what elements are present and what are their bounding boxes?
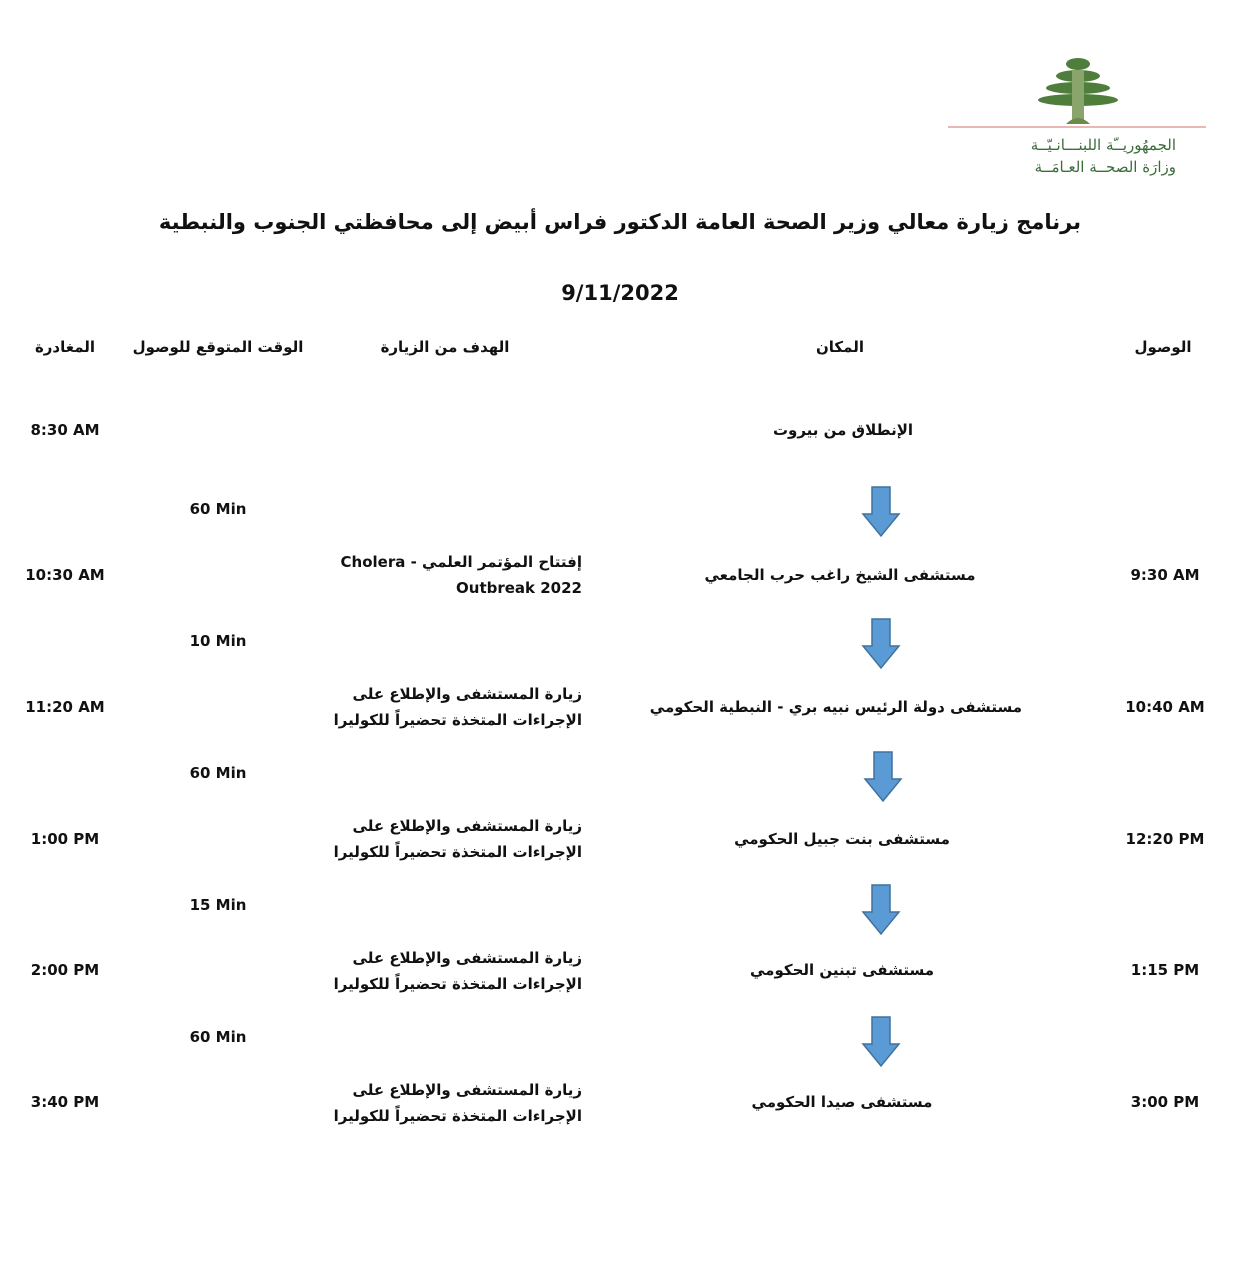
visit-goal-line2: الإجراءات المتخذة تحضيراً للكوليرا <box>333 975 582 993</box>
visit-goal <box>282 549 582 601</box>
visit-goal-line1: زيارة المستشفى والإطلاع على <box>352 1081 582 1099</box>
down-arrow-icon <box>861 1016 901 1068</box>
visit-goal <box>282 945 582 997</box>
visit-goal <box>282 1077 582 1129</box>
down-arrow-icon <box>861 884 901 936</box>
down-arrow-icon <box>863 751 903 803</box>
place: مستشفى صيدا الحكومي <box>751 1093 933 1111</box>
logo-text-ministry: وزارَة الصحــة العـامَــة <box>1034 158 1176 176</box>
arrival-time: 3:00 PM <box>1130 1093 1200 1111</box>
travel-time: 15 Min <box>189 896 247 914</box>
visit-goal-line2: الإجراءات المتخذة تحضيراً للكوليرا <box>333 843 582 861</box>
place: مستشفى بنت جبيل الحكومي <box>734 830 950 848</box>
header-departure: المغادرة <box>34 338 96 356</box>
arrival-time: 9:30 AM <box>1130 566 1200 584</box>
logo-divider <box>948 126 1206 128</box>
departure-time: 3:40 PM <box>30 1093 100 1111</box>
start-departure: 8:30 AM <box>30 421 100 439</box>
arrival-time: 10:40 AM <box>1125 698 1205 716</box>
travel-time: 60 Min <box>189 500 247 518</box>
travel-time: 60 Min <box>189 764 247 782</box>
down-arrow-icon <box>861 486 901 538</box>
arrival-time: 1:15 PM <box>1130 961 1200 979</box>
header-travel-time: الوقت المتوقع للوصول <box>132 338 304 356</box>
departure-time: 2:00 PM <box>30 961 100 979</box>
place: مستشفى دولة الرئيس نبيه بري - النبطية الحكومي <box>649 698 1022 716</box>
header-arrival: الوصول <box>1134 338 1192 356</box>
visit-goal-line1: زيارة المستشفى والإطلاع على <box>352 685 582 703</box>
place: مستشفى الشيخ راغب حرب الجامعي <box>704 566 976 584</box>
departure-time: 10:30 AM <box>25 566 105 584</box>
departure-time: 1:00 PM <box>30 830 100 848</box>
arrival-time: 12:20 PM <box>1125 830 1205 848</box>
cedar-tree-icon <box>948 52 1206 126</box>
travel-time: 10 Min <box>189 632 247 650</box>
visit-goal-line1: زيارة المستشفى والإطلاع على <box>352 949 582 967</box>
visit-goal <box>282 813 582 865</box>
travel-time: 60 Min <box>189 1028 247 1046</box>
visit-date: 9/11/2022 <box>561 281 679 305</box>
ministry-logo <box>948 52 1206 182</box>
place: مستشفى تبنين الحكومي <box>749 961 935 979</box>
header-goal: الهدف من الزيارة <box>380 338 510 356</box>
visit-goal <box>282 681 582 733</box>
down-arrow-icon <box>861 618 901 670</box>
logo-text-republic: الجمهُوريــّة اللبنـــانـيّــة <box>1030 136 1176 154</box>
visit-goal-line1: إفتتاح المؤتمر العلمي - Cholera <box>340 553 582 571</box>
start-place: الإنطلاق من بيروت <box>772 421 914 439</box>
visit-goal-line1: زيارة المستشفى والإطلاع على <box>352 817 582 835</box>
visit-goal-line2: الإجراءات المتخذة تحضيراً للكوليرا <box>333 1107 582 1125</box>
header-place: المكان <box>816 338 864 356</box>
departure-time: 11:20 AM <box>25 698 105 716</box>
visit-goal-line2: الإجراءات المتخذة تحضيراً للكوليرا <box>333 711 582 729</box>
visit-goal-line2: Outbreak 2022 <box>456 579 582 597</box>
page-title: برنامج زيارة معالي وزير الصحة العامة الدكتور فراس أبيض إلى محافظتي الجنوب والنبطية <box>158 210 1082 234</box>
